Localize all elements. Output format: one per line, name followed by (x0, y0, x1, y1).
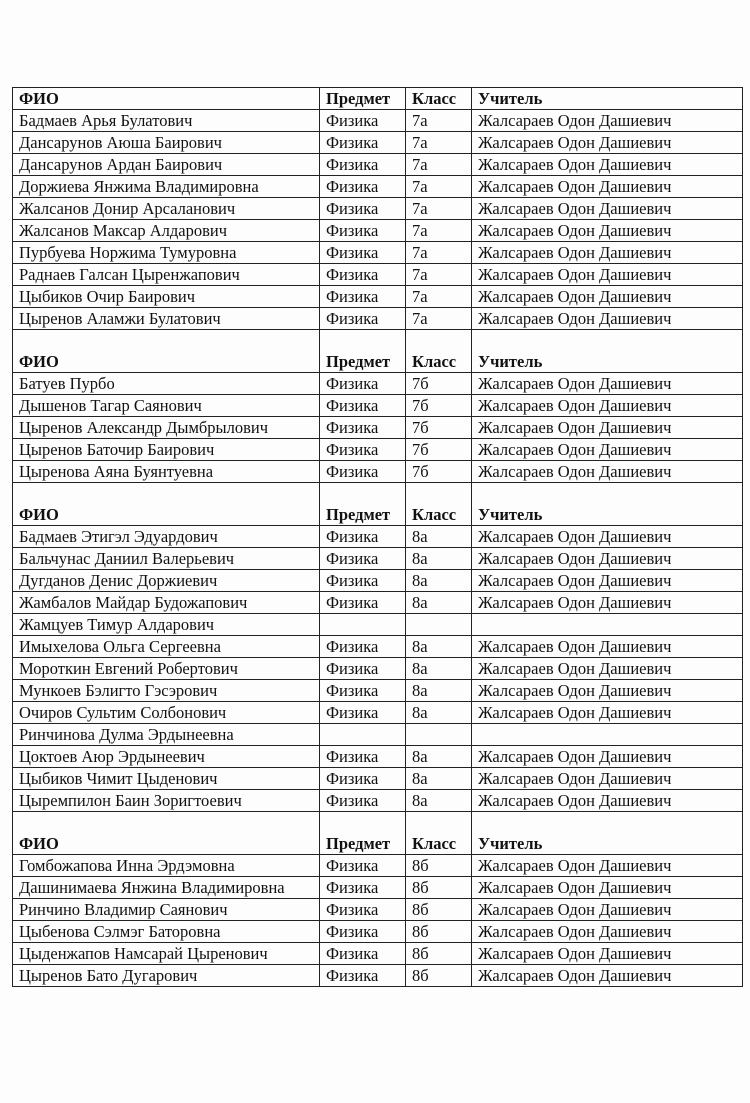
subject-cell (320, 614, 406, 636)
group-spacer-row (13, 330, 743, 352)
group-spacer-row (13, 483, 743, 505)
student-name-cell: Мункоев Бэлигто Гэсэрович (13, 680, 320, 702)
student-name-cell: Цыренов Баточир Баирович (13, 439, 320, 461)
teacher-cell: Жалсараев Одон Дашиевич (472, 746, 743, 768)
teacher-cell: Жалсараев Одон Дашиевич (472, 461, 743, 483)
class-cell: 7а (406, 132, 472, 154)
subject-cell: Физика (320, 461, 406, 483)
teacher-cell: Жалсараев Одон Дашиевич (472, 636, 743, 658)
teacher-cell: Жалсараев Одон Дашиевич (472, 395, 743, 417)
teacher-cell: Жалсараев Одон Дашиевич (472, 242, 743, 264)
class-cell: 8а (406, 636, 472, 658)
header-cell-teacher: Учитель (472, 88, 743, 110)
table-row (13, 921, 743, 943)
teacher-cell: Жалсараев Одон Дашиевич (472, 132, 743, 154)
class-cell: 8б (406, 899, 472, 921)
table-row (13, 658, 743, 680)
table-row (13, 614, 743, 636)
class-cell (406, 724, 472, 746)
student-name-cell: Цыбиков Чимит Цыденович (13, 768, 320, 790)
header-cell-subject: Предмет (320, 504, 406, 526)
table-row (13, 220, 743, 242)
subject-cell: Физика (320, 526, 406, 548)
table-row (13, 790, 743, 812)
student-name-cell: Ринчинова Дулма Эрдынеевна (13, 724, 320, 746)
header-row (13, 351, 743, 373)
header-cell-teacher: Учитель (472, 351, 743, 373)
table-row (13, 746, 743, 768)
class-cell: 7б (406, 439, 472, 461)
table-row (13, 264, 743, 286)
subject-cell: Физика (320, 242, 406, 264)
subject-cell: Физика (320, 658, 406, 680)
teacher-cell: Жалсараев Одон Дашиевич (472, 110, 743, 132)
table-row (13, 308, 743, 330)
class-cell: 8а (406, 746, 472, 768)
teacher-cell: Жалсараев Одон Дашиевич (472, 220, 743, 242)
teacher-cell: Жалсараев Одон Дашиевич (472, 286, 743, 308)
subject-cell: Физика (320, 176, 406, 198)
class-cell: 7а (406, 308, 472, 330)
subject-cell: Физика (320, 286, 406, 308)
class-cell: 8б (406, 965, 472, 987)
student-name-cell: Цоктоев Аюр Эрдынеевич (13, 746, 320, 768)
table-row (13, 132, 743, 154)
subject-cell: Физика (320, 264, 406, 286)
subject-cell: Физика (320, 417, 406, 439)
class-cell: 7а (406, 220, 472, 242)
subject-cell: Физика (320, 680, 406, 702)
header-cell-subject: Предмет (320, 833, 406, 855)
table-row (13, 680, 743, 702)
class-cell: 7б (406, 461, 472, 483)
student-name-cell: Батуев Пурбо (13, 373, 320, 395)
class-cell (406, 614, 472, 636)
table-row (13, 242, 743, 264)
subject-cell: Физика (320, 899, 406, 921)
table-row (13, 965, 743, 987)
student-name-cell: Жалсанов Донир Арсаланович (13, 198, 320, 220)
student-name-cell: Дансарунов Аюша Баирович (13, 132, 320, 154)
class-cell: 8б (406, 855, 472, 877)
table-row (13, 702, 743, 724)
student-name-cell: Дышенов Тагар Саянович (13, 395, 320, 417)
subject-cell: Физика (320, 592, 406, 614)
header-cell-class: Класс (406, 504, 472, 526)
table-row (13, 943, 743, 965)
spacer-cell (472, 812, 743, 834)
student-name-cell: Гомбожапова Инна Эрдэмовна (13, 855, 320, 877)
class-cell: 7б (406, 373, 472, 395)
teacher-cell: Жалсараев Одон Дашиевич (472, 921, 743, 943)
subject-cell: Физика (320, 198, 406, 220)
header-row (13, 504, 743, 526)
spacer-cell (406, 483, 472, 505)
teacher-cell: Жалсараев Одон Дашиевич (472, 943, 743, 965)
subject-cell: Физика (320, 746, 406, 768)
subject-cell: Физика (320, 790, 406, 812)
subject-cell: Физика (320, 943, 406, 965)
teacher-cell: Жалсараев Одон Дашиевич (472, 768, 743, 790)
class-cell: 7б (406, 395, 472, 417)
class-cell: 8а (406, 768, 472, 790)
class-cell: 7а (406, 286, 472, 308)
spacer-cell (472, 330, 743, 352)
class-cell: 7а (406, 176, 472, 198)
student-name-cell: Доржиева Янжима Владимировна (13, 176, 320, 198)
subject-cell: Физика (320, 373, 406, 395)
header-cell-fio: ФИО (13, 88, 320, 110)
subject-cell: Физика (320, 154, 406, 176)
student-name-cell: Цыренов Аламжи Булатович (13, 308, 320, 330)
class-cell: 7а (406, 154, 472, 176)
teacher-cell (472, 614, 743, 636)
subject-cell: Физика (320, 636, 406, 658)
spacer-cell (320, 812, 406, 834)
teacher-cell: Жалсараев Одон Дашиевич (472, 790, 743, 812)
student-name-cell: Дашинимаева Янжина Владимировна (13, 877, 320, 899)
class-cell: 8а (406, 790, 472, 812)
table-row (13, 154, 743, 176)
subject-cell: Физика (320, 548, 406, 570)
subject-cell: Физика (320, 308, 406, 330)
student-name-cell: Цыренов Бато Дугарович (13, 965, 320, 987)
subject-cell: Физика (320, 132, 406, 154)
spacer-cell (13, 483, 320, 505)
group-spacer-row (13, 812, 743, 834)
student-name-cell: Цыденжапов Намсарай Цыренович (13, 943, 320, 965)
table-row (13, 373, 743, 395)
teacher-cell: Жалсараев Одон Дашиевич (472, 548, 743, 570)
student-name-cell: Бадмаев Этигэл Эдуардович (13, 526, 320, 548)
table-row (13, 439, 743, 461)
student-name-cell: Дугданов Денис Доржиевич (13, 570, 320, 592)
table-row (13, 570, 743, 592)
class-cell: 7а (406, 242, 472, 264)
table-row (13, 176, 743, 198)
subject-cell: Физика (320, 768, 406, 790)
header-cell-teacher: Учитель (472, 504, 743, 526)
table-row (13, 636, 743, 658)
class-cell: 7а (406, 198, 472, 220)
table-row (13, 110, 743, 132)
table-row (13, 395, 743, 417)
table-row (13, 592, 743, 614)
table-row (13, 526, 743, 548)
subject-cell: Физика (320, 395, 406, 417)
header-cell-fio: ФИО (13, 504, 320, 526)
teacher-cell: Жалсараев Одон Дашиевич (472, 154, 743, 176)
teacher-cell: Жалсараев Одон Дашиевич (472, 439, 743, 461)
header-cell-fio: ФИО (13, 351, 320, 373)
table-row (13, 724, 743, 746)
student-name-cell: Жамцуев Тимур Алдарович (13, 614, 320, 636)
class-cell: 8а (406, 526, 472, 548)
student-name-cell: Ринчино Владимир Саянович (13, 899, 320, 921)
teacher-cell (472, 724, 743, 746)
spacer-cell (13, 812, 320, 834)
table-row (13, 855, 743, 877)
teacher-cell: Жалсараев Одон Дашиевич (472, 176, 743, 198)
table-row (13, 877, 743, 899)
teacher-cell: Жалсараев Одон Дашиевич (472, 877, 743, 899)
class-cell: 8б (406, 943, 472, 965)
student-name-cell: Бальчунас Даниил Валерьевич (13, 548, 320, 570)
subject-cell: Физика (320, 439, 406, 461)
teacher-cell: Жалсараев Одон Дашиевич (472, 658, 743, 680)
students-table (12, 87, 743, 987)
header-cell-subject: Предмет (320, 88, 406, 110)
subject-cell: Физика (320, 921, 406, 943)
student-name-cell: Очиров Сультим Солбонович (13, 702, 320, 724)
class-cell: 7а (406, 264, 472, 286)
class-cell: 7а (406, 110, 472, 132)
header-row (13, 833, 743, 855)
teacher-cell: Жалсараев Одон Дашиевич (472, 264, 743, 286)
header-cell-class: Класс (406, 88, 472, 110)
student-name-cell: Дансарунов Ардан Баирович (13, 154, 320, 176)
subject-cell: Физика (320, 110, 406, 132)
teacher-cell: Жалсараев Одон Дашиевич (472, 526, 743, 548)
teacher-cell: Жалсараев Одон Дашиевич (472, 899, 743, 921)
teacher-cell: Жалсараев Одон Дашиевич (472, 308, 743, 330)
class-cell: 7б (406, 417, 472, 439)
student-name-cell: Бадмаев Арья Булатович (13, 110, 320, 132)
teacher-cell: Жалсараев Одон Дашиевич (472, 680, 743, 702)
class-cell: 8б (406, 921, 472, 943)
teacher-cell: Жалсараев Одон Дашиевич (472, 198, 743, 220)
student-name-cell: Цыбенова Сэлмэг Баторовна (13, 921, 320, 943)
student-name-cell: Цыремпилон Баин Зоригтоевич (13, 790, 320, 812)
student-name-cell: Пурбуева Норжима Тумуровна (13, 242, 320, 264)
student-name-cell: Раднаев Галсан Цыренжапович (13, 264, 320, 286)
subject-cell: Физика (320, 220, 406, 242)
student-name-cell: Цыренов Александр Дымбрылович (13, 417, 320, 439)
spacer-cell (472, 483, 743, 505)
subject-cell: Физика (320, 965, 406, 987)
class-cell: 8а (406, 658, 472, 680)
table-row (13, 461, 743, 483)
teacher-cell: Жалсараев Одон Дашиевич (472, 965, 743, 987)
teacher-cell: Жалсараев Одон Дашиевич (472, 702, 743, 724)
spacer-cell (406, 812, 472, 834)
table-row (13, 417, 743, 439)
student-name-cell: Цыренова Аяна Буянтуевна (13, 461, 320, 483)
class-cell: 8а (406, 570, 472, 592)
spacer-cell (320, 330, 406, 352)
student-name-cell: Жамбалов Майдар Будожапович (13, 592, 320, 614)
students-table-body (13, 88, 743, 987)
table-row (13, 198, 743, 220)
spacer-cell (13, 330, 320, 352)
teacher-cell: Жалсараев Одон Дашиевич (472, 592, 743, 614)
table-row (13, 899, 743, 921)
spacer-cell (320, 483, 406, 505)
class-cell: 8а (406, 680, 472, 702)
teacher-cell: Жалсараев Одон Дашиевич (472, 417, 743, 439)
class-cell: 8а (406, 592, 472, 614)
header-cell-teacher: Учитель (472, 833, 743, 855)
header-cell-subject: Предмет (320, 351, 406, 373)
header-row (13, 88, 743, 110)
class-cell: 8а (406, 702, 472, 724)
subject-cell (320, 724, 406, 746)
table-row (13, 768, 743, 790)
class-cell: 8а (406, 548, 472, 570)
header-cell-class: Класс (406, 833, 472, 855)
student-name-cell: Жалсанов Максар Алдарович (13, 220, 320, 242)
subject-cell: Физика (320, 855, 406, 877)
teacher-cell: Жалсараев Одон Дашиевич (472, 570, 743, 592)
header-cell-class: Класс (406, 351, 472, 373)
student-name-cell: Имыхелова Ольга Сергеевна (13, 636, 320, 658)
spacer-cell (406, 330, 472, 352)
student-name-cell: Цыбиков Очир Баирович (13, 286, 320, 308)
student-name-cell: Мороткин Евгений Робертович (13, 658, 320, 680)
subject-cell: Физика (320, 570, 406, 592)
subject-cell: Физика (320, 877, 406, 899)
table-row (13, 548, 743, 570)
table-row (13, 286, 743, 308)
teacher-cell: Жалсараев Одон Дашиевич (472, 855, 743, 877)
subject-cell: Физика (320, 702, 406, 724)
class-cell: 8б (406, 877, 472, 899)
teacher-cell: Жалсараев Одон Дашиевич (472, 373, 743, 395)
header-cell-fio: ФИО (13, 833, 320, 855)
